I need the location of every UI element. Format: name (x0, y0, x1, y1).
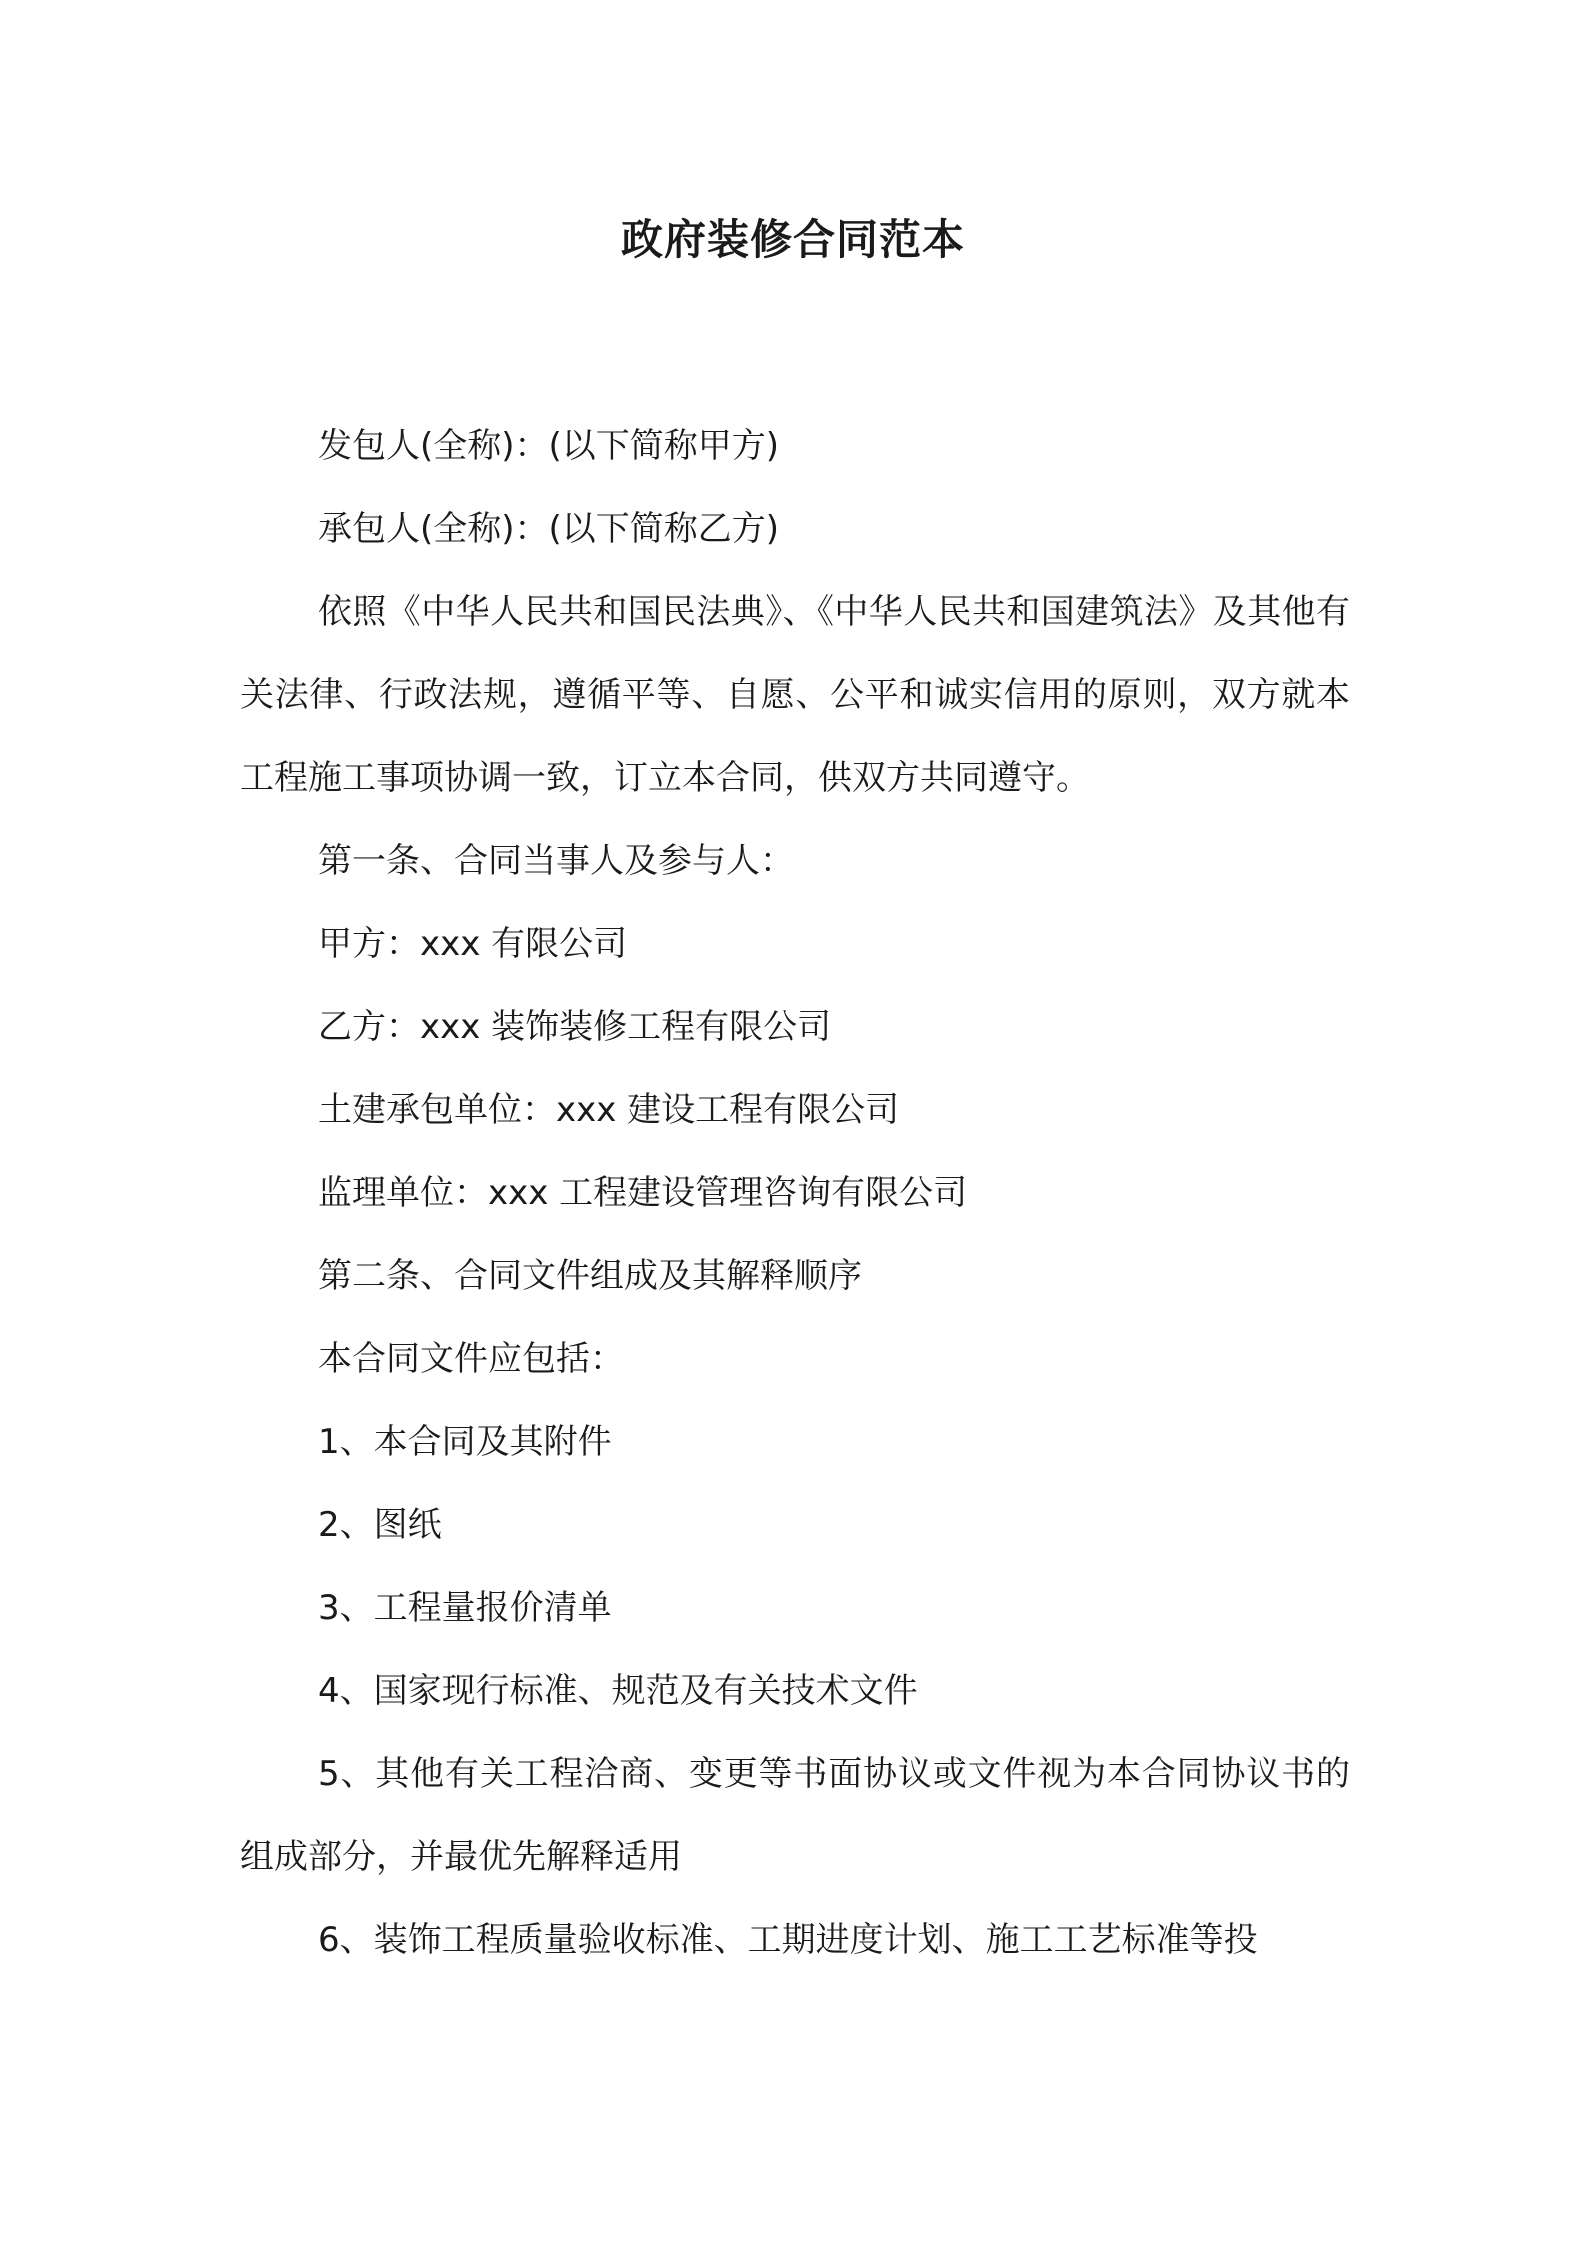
list-item: 1、本合同及其附件 (318, 1422, 612, 1462)
paragraph-basis: 依照《中华人民共和国民法典》、《中华人民共和国建筑法》及其他有关法律、行政法规，遵循平等、自愿、公平和诚实信用的原则，双方就本工程施工事项协调一致，订立本合同，供双方共同遵守。 (240, 592, 1350, 798)
list-item: 5、其他有关工程洽商、变更等书面协议或文件视为本合同协议书的组成部分，并最优先解释适用 (240, 1754, 1350, 1877)
list-item: 4、国家现行标准、规范及有关技术文件 (318, 1671, 918, 1711)
paragraph-contractor: 承包人(全称)：(以下简称乙方) (318, 509, 780, 549)
party-b: 乙方：xxx 装饰装修工程有限公司 (318, 1007, 832, 1047)
document-title: 政府装修合同范本 (620, 215, 965, 264)
list-item: 3、工程量报价清单 (318, 1588, 612, 1628)
party-a: 甲方：xxx 有限公司 (318, 924, 628, 964)
article-1-heading: 第一条、合同当事人及参与人： (318, 841, 794, 881)
list-item: 2、图纸 (318, 1505, 442, 1545)
civil-contractor: 土建承包单位：xxx 建设工程有限公司 (318, 1090, 900, 1130)
list-item: 6、装饰工程质量验收标准、工期进度计划、施工工艺标准等投 (318, 1920, 1258, 1960)
article-2-heading: 第二条、合同文件组成及其解释顺序 (318, 1256, 862, 1296)
supervisor: 监理单位：xxx 工程建设管理咨询有限公司 (318, 1173, 968, 1213)
document-body (240, 405, 1350, 1982)
documents-intro: 本合同文件应包括： (318, 1339, 624, 1379)
paragraph-employer: 发包人(全称)：(以下简称甲方) (318, 426, 780, 466)
